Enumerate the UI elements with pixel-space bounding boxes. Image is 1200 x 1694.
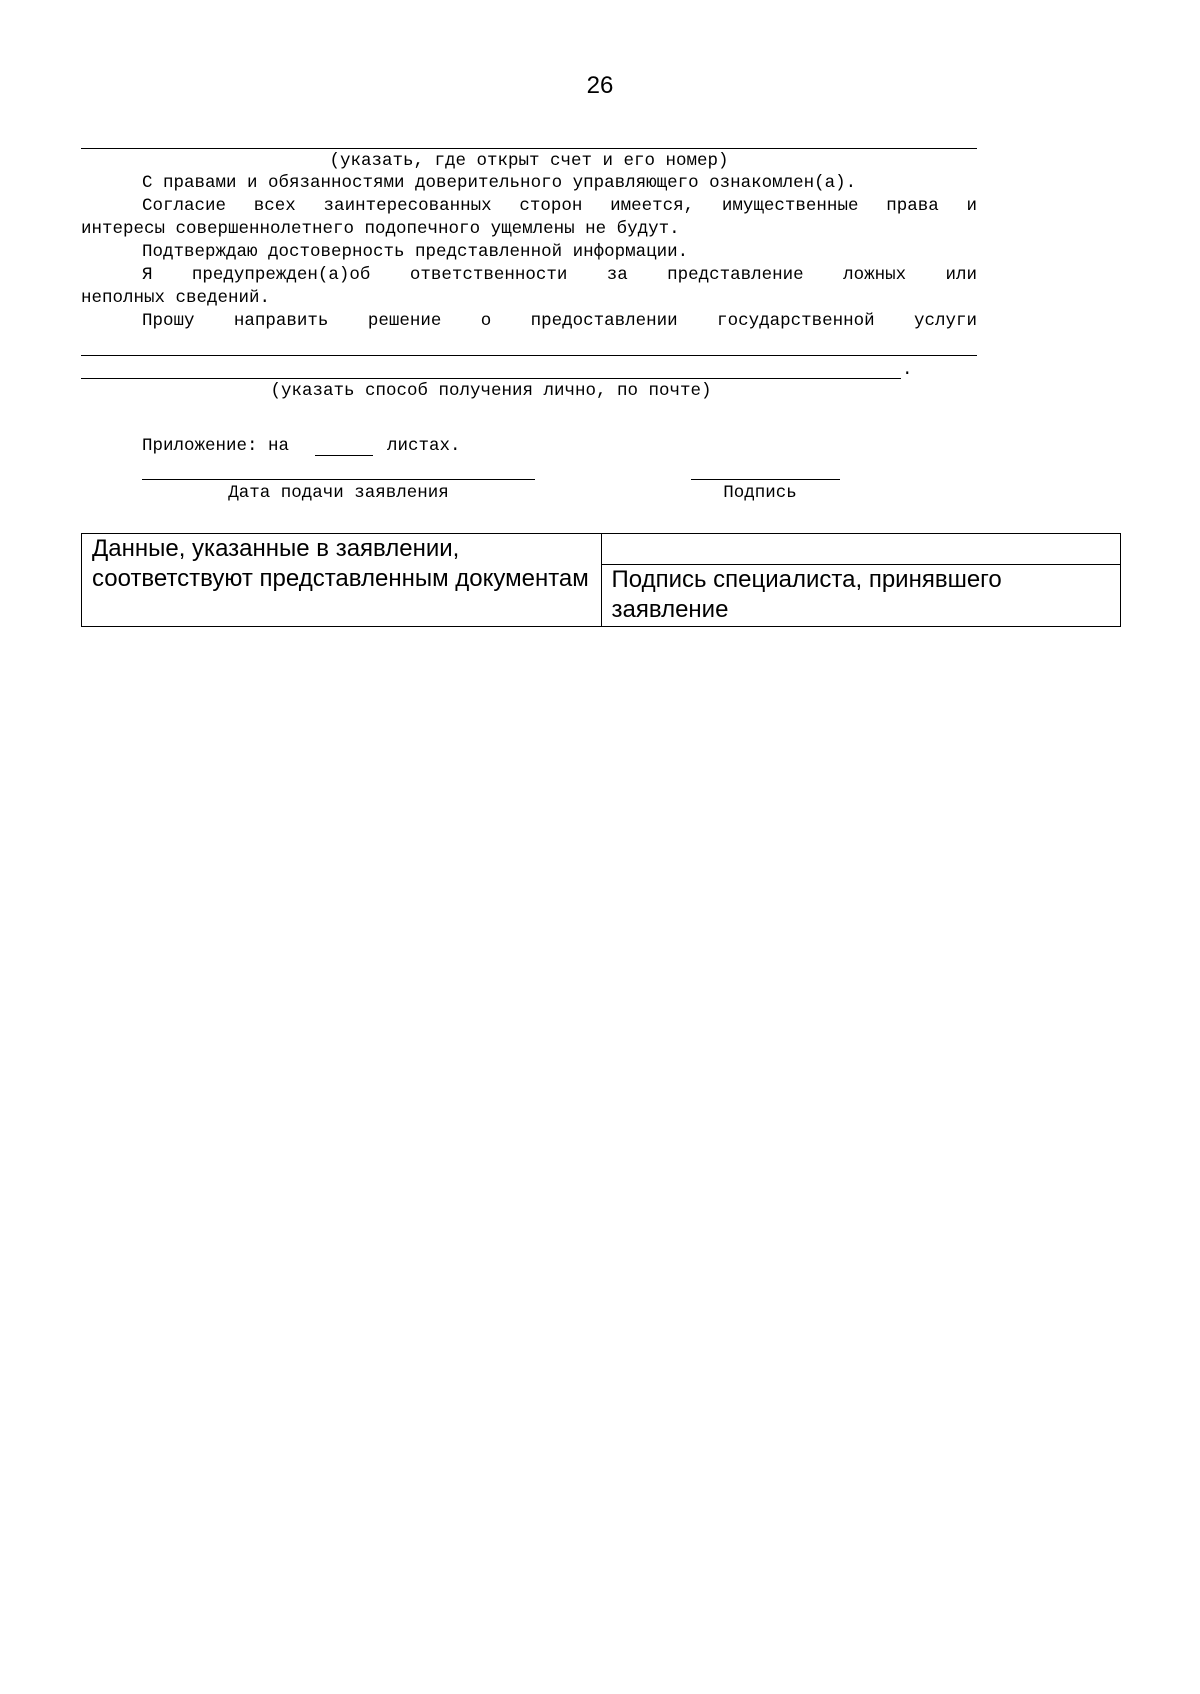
specialist-signature-field[interactable] — [601, 534, 1120, 565]
verification-table — [81, 533, 1121, 627]
attachment-sheets-field[interactable] — [315, 455, 373, 456]
signature-field-line[interactable] — [691, 479, 840, 480]
warning-paragraph-line1: Я предупрежден(а)об ответственности за представление ложных или — [142, 265, 977, 285]
account-field-line — [81, 148, 977, 149]
delivery-field-line-2[interactable] — [81, 378, 901, 379]
attachment-prefix: Приложение: на — [142, 436, 290, 456]
signature-caption: Подпись — [723, 483, 797, 503]
consent-paragraph-line2: интересы совершеннолетнего подопечного ущемлены не будут. — [81, 219, 680, 239]
verification-statement: Данные, указанные в заявлении, соответствуют представленным документам — [92, 535, 589, 592]
request-paragraph: Прошу направить решение о предоставлении государственной услуги — [142, 311, 977, 331]
delivery-field-line-1[interactable] — [81, 355, 977, 356]
request-period: . — [902, 360, 913, 380]
warning-paragraph-line2: неполных сведений. — [81, 288, 271, 308]
confirm-paragraph: Подтверждаю достоверность представленной информации. — [142, 242, 689, 262]
attachment-suffix: листах. — [387, 436, 461, 456]
specialist-signature-label-cell — [601, 565, 1120, 627]
rights-paragraph: С правами и обязанностями доверительного управляющего ознакомлен(а). — [142, 173, 857, 193]
specialist-signature-label: Подпись специалиста, принявшего заявление — [611, 566, 1002, 623]
date-field-line[interactable] — [142, 479, 535, 480]
date-caption: Дата подачи заявления — [228, 483, 449, 503]
consent-paragraph-line1: Согласие всех заинтересованных сторон имеется, имущественные права и — [142, 196, 977, 216]
verification-statement-cell — [82, 534, 602, 627]
account-caption: (указать, где открыт счет и его номер) — [329, 151, 729, 171]
delivery-caption: (указать способ получения лично, по почте) — [270, 381, 712, 401]
page-number: 26 — [586, 72, 614, 99]
